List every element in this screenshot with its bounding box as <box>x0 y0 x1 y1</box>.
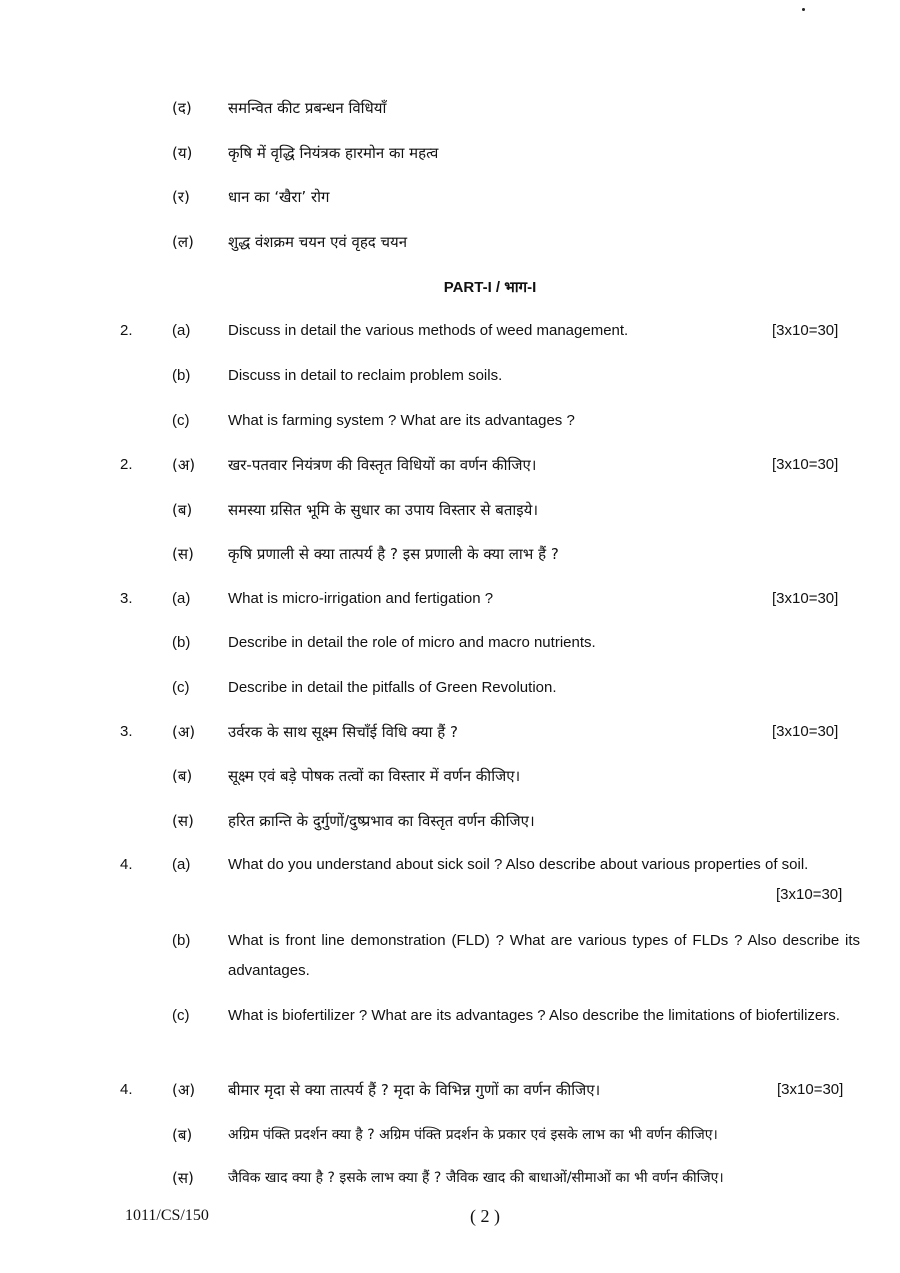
paper-code: 1011/CS/150 <box>125 1207 209 1224</box>
item-text: उर्वरक के साथ सूक्ष्म सिचाँई विधि क्या हैं ? <box>228 723 458 741</box>
question-number: 3. <box>120 590 133 607</box>
item-text: What is farming system ? What are its advantages ? <box>228 412 575 429</box>
item-text: What is micro-irrigation and fertigation ? <box>228 590 494 607</box>
item-label: (द) <box>172 99 192 117</box>
scan-speck <box>802 8 805 11</box>
page-number: ( 2 ) <box>470 1206 500 1226</box>
item-text: खर-पतवार नियंत्रण की विस्तृत विधियों का वर्णन कीजिए। <box>228 456 537 474</box>
item-text: धान का ‘खैरा’ रोग <box>228 188 330 206</box>
item-label: (अ) <box>172 456 196 474</box>
item-text: अग्रिम पंक्ति प्रदर्शन क्या है ? अग्रिम पंक्ति प्रदर्शन के प्रकार एवं इसके लाभ का भी वर्णन कीजिए। <box>228 1127 718 1143</box>
item-text: समन्वित कीट प्रबन्धन विधियाँ <box>228 99 387 117</box>
marks-label: [3x10=30] <box>772 456 839 473</box>
item-label: (य) <box>172 144 193 162</box>
item-label: (स) <box>172 812 194 830</box>
item-label: (a) <box>172 322 191 339</box>
question-number: 2. <box>120 322 133 339</box>
item-label: (b) <box>172 634 191 651</box>
item-label: (c) <box>172 412 190 429</box>
item-label: (ब) <box>172 501 193 519</box>
item-text: What is front line demonstration (FLD) ? What are various types of FLDs ? Also describe its advantages. <box>228 932 860 979</box>
item-label: (c) <box>172 1007 190 1024</box>
marks-label: [3x10=30] <box>772 723 839 740</box>
item-label: (ब) <box>172 1126 193 1144</box>
item-text: Describe in detail the pitfalls of Green Revolution. <box>228 679 557 696</box>
item-text: सूक्ष्म एवं बड़े पोषक तत्वों का विस्तार में वर्णन कीजिए। <box>228 767 521 785</box>
question-number: 4. <box>120 1081 133 1098</box>
item-text: हरित क्रान्ति के दुर्गुणों/दुष्प्रभाव का विस्तृत वर्णन कीजिए। <box>228 812 535 830</box>
item-label: (c) <box>172 679 190 696</box>
marks-label: [3x10=30] <box>777 1081 844 1098</box>
item-label: (ल) <box>172 233 194 251</box>
part-heading: PART-I / भाग-I <box>443 279 537 296</box>
item-text: Discuss in detail the various methods of weed management. <box>228 322 629 339</box>
marks-label: [3x10=30] <box>772 322 839 339</box>
item-text: शुद्ध वंशक्रम चयन एवं वृहद चयन <box>228 233 408 251</box>
item-text: What is biofertilizer ? What are its advantages ? Also describe the limitations of biofertilizers. <box>228 1007 840 1024</box>
item-label: (a) <box>172 856 191 873</box>
item-text: समस्या ग्रसित भूमि के सुधार का उपाय विस्तार से बताइये। <box>228 501 539 519</box>
item-text: Describe in detail the role of micro and macro nutrients. <box>228 634 596 651</box>
item-text: जैविक खाद क्या है ? इसके लाभ क्या हैं ? जैविक खाद की बाधाओं/सीमाओं का भी वर्णन कीजिए। <box>228 1170 724 1186</box>
marks-label: [3x10=30] <box>776 886 843 903</box>
question-number: 2. <box>120 456 133 473</box>
item-label: (ब) <box>172 767 193 785</box>
item-label: (अ) <box>172 1081 196 1099</box>
item-text: बीमार मृदा से क्या तात्पर्य हैं ? मृदा के विभिन्न गुणों का वर्णन कीजिए। <box>228 1081 601 1099</box>
item-label: (र) <box>172 188 190 206</box>
item-label: (अ) <box>172 723 196 741</box>
item-text: कृषि प्रणाली से क्या तात्पर्य है ? इस प्रणाली के क्या लाभ हैं ? <box>228 545 559 563</box>
question-number: 4. <box>120 856 133 873</box>
item-label: (स) <box>172 545 194 563</box>
question-number: 3. <box>120 723 133 740</box>
marks-label: [3x10=30] <box>772 590 839 607</box>
item-text: कृषि में वृद्धि नियंत्रक हारमोन का महत्व <box>228 144 439 162</box>
item-label: (b) <box>172 367 191 384</box>
item-text: Discuss in detail to reclaim problem soils. <box>228 367 503 384</box>
item-label: (a) <box>172 590 191 607</box>
item-label: (b) <box>172 932 191 949</box>
item-text: What do you understand about sick soil ? Also describe about various properties of soil. <box>228 856 809 873</box>
item-label: (स) <box>172 1169 194 1187</box>
